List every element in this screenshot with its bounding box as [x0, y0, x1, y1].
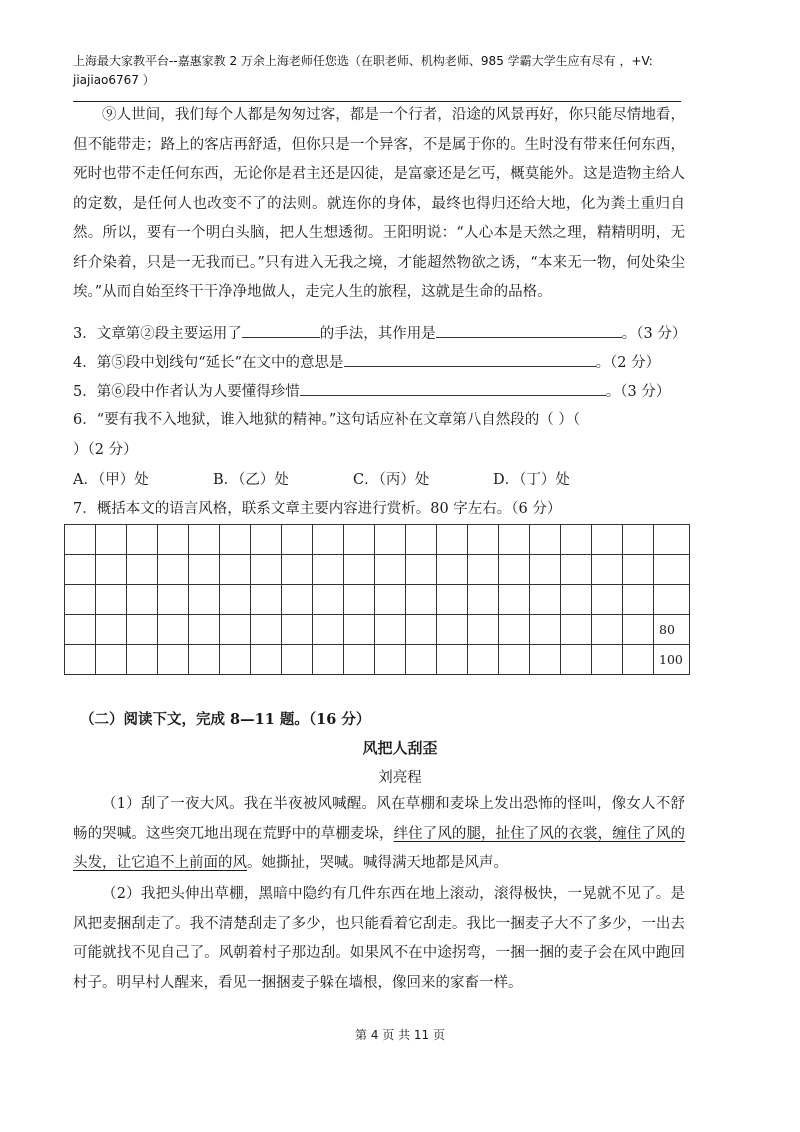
- grid-cell[interactable]: [499, 615, 530, 645]
- question-6-line-1: 6．“要有我不入地狱，谁入地狱的精神。”这句话应补在文章第八自然段的（ ）（: [73, 412, 581, 428]
- grid-cell[interactable]: [158, 555, 189, 585]
- grid-cell[interactable]: [96, 645, 127, 675]
- grid-cell[interactable]: [220, 525, 251, 555]
- grid-cell[interactable]: [251, 645, 282, 675]
- grid-cell[interactable]: [437, 555, 468, 585]
- section-2-title: （二）阅读下文，完成 8—11 题。（16 分）: [80, 711, 371, 728]
- grid-cell[interactable]: [499, 645, 530, 675]
- grid-cell[interactable]: [437, 585, 468, 615]
- grid-cell[interactable]: [592, 585, 623, 615]
- question-5-text-c: 。（3 分）: [605, 384, 671, 400]
- grid-cell[interactable]: [189, 585, 220, 615]
- option-d[interactable]: D．（丁）处: [493, 472, 570, 488]
- article-title: 风把人刮歪: [362, 739, 438, 757]
- grid-cell[interactable]: [344, 645, 375, 675]
- grid-cell[interactable]: [65, 555, 96, 585]
- question-5-text-a: 5．第⑥段中作者认为人要懂得珍惜: [73, 384, 300, 400]
- grid-cell[interactable]: [468, 525, 499, 555]
- grid-row: [65, 585, 690, 615]
- question-5-blank[interactable]: [300, 381, 606, 396]
- grid-cell[interactable]: [561, 555, 592, 585]
- grid-cell[interactable]: [468, 615, 499, 645]
- question-6-line-2: ）（2 分）: [73, 442, 138, 458]
- question-4-text-a: 4．第⑤段中划线句“延长”在文中的意思是: [73, 355, 344, 371]
- grid-cell[interactable]: [313, 525, 344, 555]
- grid-cell[interactable]: [623, 555, 654, 585]
- grid-cell[interactable]: [654, 525, 690, 555]
- grid-cell[interactable]: [468, 555, 499, 585]
- grid-cell[interactable]: [406, 555, 437, 585]
- header-line-2: jiajiao6767 ）: [73, 73, 155, 87]
- grid-row: [65, 615, 690, 645]
- grid-cell[interactable]: [189, 555, 220, 585]
- question-4-text-c: 。（2 分）: [595, 355, 661, 371]
- option-c[interactable]: C．（丙）处: [353, 472, 430, 488]
- grid-cell[interactable]: [282, 645, 313, 675]
- grid-cell[interactable]: [189, 525, 220, 555]
- grid-cell[interactable]: [158, 525, 189, 555]
- grid-cell[interactable]: [220, 615, 251, 645]
- grid-cell[interactable]: [282, 615, 313, 645]
- grid-cell[interactable]: [437, 615, 468, 645]
- grid-cell[interactable]: [654, 585, 690, 615]
- grid-cell[interactable]: [561, 525, 592, 555]
- grid-cell[interactable]: [623, 585, 654, 615]
- grid-cell[interactable]: [127, 525, 158, 555]
- grid-cell[interactable]: [561, 615, 592, 645]
- grid-cell[interactable]: [127, 645, 158, 675]
- page-header: [73, 52, 693, 90]
- grid-cell[interactable]: [313, 585, 344, 615]
- grid-cell[interactable]: [530, 525, 561, 555]
- grid-cell[interactable]: [623, 525, 654, 555]
- word-count-mark[interactable]: 100: [654, 645, 690, 675]
- grid-cell[interactable]: [158, 645, 189, 675]
- grid-cell[interactable]: [406, 615, 437, 645]
- grid-cell[interactable]: [375, 585, 406, 615]
- grid-cell[interactable]: [344, 555, 375, 585]
- grid-row: [65, 525, 690, 555]
- grid-cell[interactable]: [344, 585, 375, 615]
- grid-cell[interactable]: [313, 645, 344, 675]
- question-7: 7．概括本文的语言风格，联系文章主要内容进行赏析。80 字左右。（6 分）: [73, 501, 562, 517]
- grid-cell[interactable]: [375, 525, 406, 555]
- paragraph-1-text-b: 。她撕扯，哭喊。喊得满天地都是风声。: [247, 855, 508, 871]
- grid-cell[interactable]: [530, 555, 561, 585]
- grid-cell[interactable]: [158, 585, 189, 615]
- grid-cell[interactable]: [654, 555, 690, 585]
- grid-cell[interactable]: [220, 555, 251, 585]
- grid-cell[interactable]: [530, 585, 561, 615]
- grid-cell[interactable]: [592, 615, 623, 645]
- grid-cell[interactable]: [220, 645, 251, 675]
- grid-cell[interactable]: [623, 645, 654, 675]
- grid-cell[interactable]: [468, 645, 499, 675]
- grid-cell[interactable]: [127, 555, 158, 585]
- grid-cell[interactable]: [375, 645, 406, 675]
- grid-cell[interactable]: [344, 615, 375, 645]
- grid-cell[interactable]: [220, 585, 251, 615]
- grid-cell[interactable]: [65, 645, 96, 675]
- grid-cell[interactable]: [251, 525, 282, 555]
- grid-cell[interactable]: [530, 645, 561, 675]
- grid-row: [65, 555, 690, 585]
- grid-row: [65, 645, 690, 675]
- question-4: [73, 352, 693, 373]
- grid-cell[interactable]: [561, 585, 592, 615]
- article-paragraph-1: [73, 790, 685, 879]
- grid-cell[interactable]: [406, 585, 437, 615]
- grid-cell[interactable]: [499, 585, 530, 615]
- grid-cell[interactable]: [127, 585, 158, 615]
- grid-cell[interactable]: [592, 525, 623, 555]
- answer-grid[interactable]: [64, 524, 690, 675]
- grid-cell[interactable]: [437, 525, 468, 555]
- grid-cell[interactable]: [158, 615, 189, 645]
- grid-cell[interactable]: [189, 615, 220, 645]
- grid-cell[interactable]: [282, 525, 313, 555]
- grid-cell[interactable]: [375, 615, 406, 645]
- grid-cell[interactable]: [592, 645, 623, 675]
- grid-cell[interactable]: [96, 615, 127, 645]
- grid-cell[interactable]: [406, 645, 437, 675]
- underlined-sentence: 绊住了风的腿，扯住了风的衣裳，缠住了风的头发，让它追不上前面的风: [73, 825, 685, 871]
- grid-cell[interactable]: [406, 525, 437, 555]
- paragraph-1-text-a: （1）刮了一夜大风。我在半夜被风喊醒。风在草棚和麦垛上发出恐怖的怪叫，像女人不舒畅的哭喊。这些突兀地出现在荒野中的草棚麦垛，: [73, 796, 685, 842]
- grid-cell[interactable]: [437, 645, 468, 675]
- article-author: 刘亮程: [378, 770, 422, 786]
- grid-cell[interactable]: [499, 555, 530, 585]
- grid-cell[interactable]: [344, 525, 375, 555]
- page-footer: 第 4 页 共 11 页: [355, 1028, 445, 1042]
- grid-cell[interactable]: [96, 525, 127, 555]
- grid-cell[interactable]: [592, 555, 623, 585]
- grid-cell[interactable]: [65, 615, 96, 645]
- grid-cell[interactable]: [375, 555, 406, 585]
- grid-cell[interactable]: [251, 585, 282, 615]
- grid-cell[interactable]: [127, 615, 158, 645]
- grid-cell[interactable]: [282, 585, 313, 615]
- grid-cell[interactable]: [251, 555, 282, 585]
- grid-cell[interactable]: [313, 555, 344, 585]
- grid-cell[interactable]: [96, 585, 127, 615]
- grid-cell[interactable]: [282, 555, 313, 585]
- option-b[interactable]: B．（乙）处: [213, 472, 289, 488]
- grid-cell[interactable]: [251, 615, 282, 645]
- question-5: [73, 381, 693, 402]
- question-3-text-c: 。（3 分）: [621, 326, 687, 342]
- grid-cell[interactable]: [65, 585, 96, 615]
- grid-cell[interactable]: [313, 615, 344, 645]
- grid-cell[interactable]: [65, 525, 96, 555]
- question-3-blank-1[interactable]: [242, 323, 320, 338]
- question-4-blank[interactable]: [344, 352, 596, 367]
- paragraph-9: ⑨人世间，我们每个人都是匆匆过客，都是一个行者，沿途的风景再好，你只能尽情地看，但不能带走；路上的客店再舒适，但你只是一个异客，不是属于你的。生时没有带来任何东西，死时也带不走任何东西，无论你是君主还是囚徒，是富豪还是乞丐，概莫能外。这是造物主给人的定数，是任何人也改变不了的法则。就连你的身体，最终也得归还给大地，化为粪土重归自然。所以，要有一个明白头脑，把人生想透彻。王阳明说：“人心本是天然之理，精精明明，无纤介染着，只是一无我而已。”只有进入无我之境，才能超然物欲之诱，“本来无一物，何处染尘埃。”从而自始至终干干净净地做人，走完人生的旅程，这就是生命的品格。: [73, 107, 685, 300]
- grid-cell[interactable]: [623, 615, 654, 645]
- grid-cell[interactable]: [499, 525, 530, 555]
- word-count-mark[interactable]: 80: [654, 615, 690, 645]
- grid-cell[interactable]: [96, 555, 127, 585]
- option-a[interactable]: A．（甲）处: [73, 472, 149, 488]
- question-3-blank-2[interactable]: [436, 323, 622, 338]
- article-paragraph-2: （2）我把头伸出草棚，黑暗中隐约有几件东西在地上滚动，滚得极快，一晃就不见了。是风把麦捆刮走了。我不清楚刮走了多少，也只能看着它刮走。我比一捆麦子大不了多少，一出去可能就找不见自己了。风朝着村子那边刮。如果风不在中途拐弯，一捆一捆的麦子会在风中跑回村子。明早村人醒来，看见一捆捆麦子躲在墙根，像回来的家畜一样。: [73, 886, 685, 991]
- grid-cell[interactable]: [530, 615, 561, 645]
- question-3-text-a: 3．文章第②段主要运用了: [73, 326, 242, 342]
- header-line-1: 上海最大家教平台--嘉惠家教 2 万余上海老师任您选（在职老师、机构老师、985 学霸大学生应有尽有 ，+V:: [73, 54, 653, 68]
- grid-cell[interactable]: [561, 645, 592, 675]
- question-3-text-b: 的手法，其作用是: [319, 326, 436, 342]
- grid-cell[interactable]: [468, 585, 499, 615]
- grid-cell[interactable]: [189, 645, 220, 675]
- question-3: [73, 323, 693, 344]
